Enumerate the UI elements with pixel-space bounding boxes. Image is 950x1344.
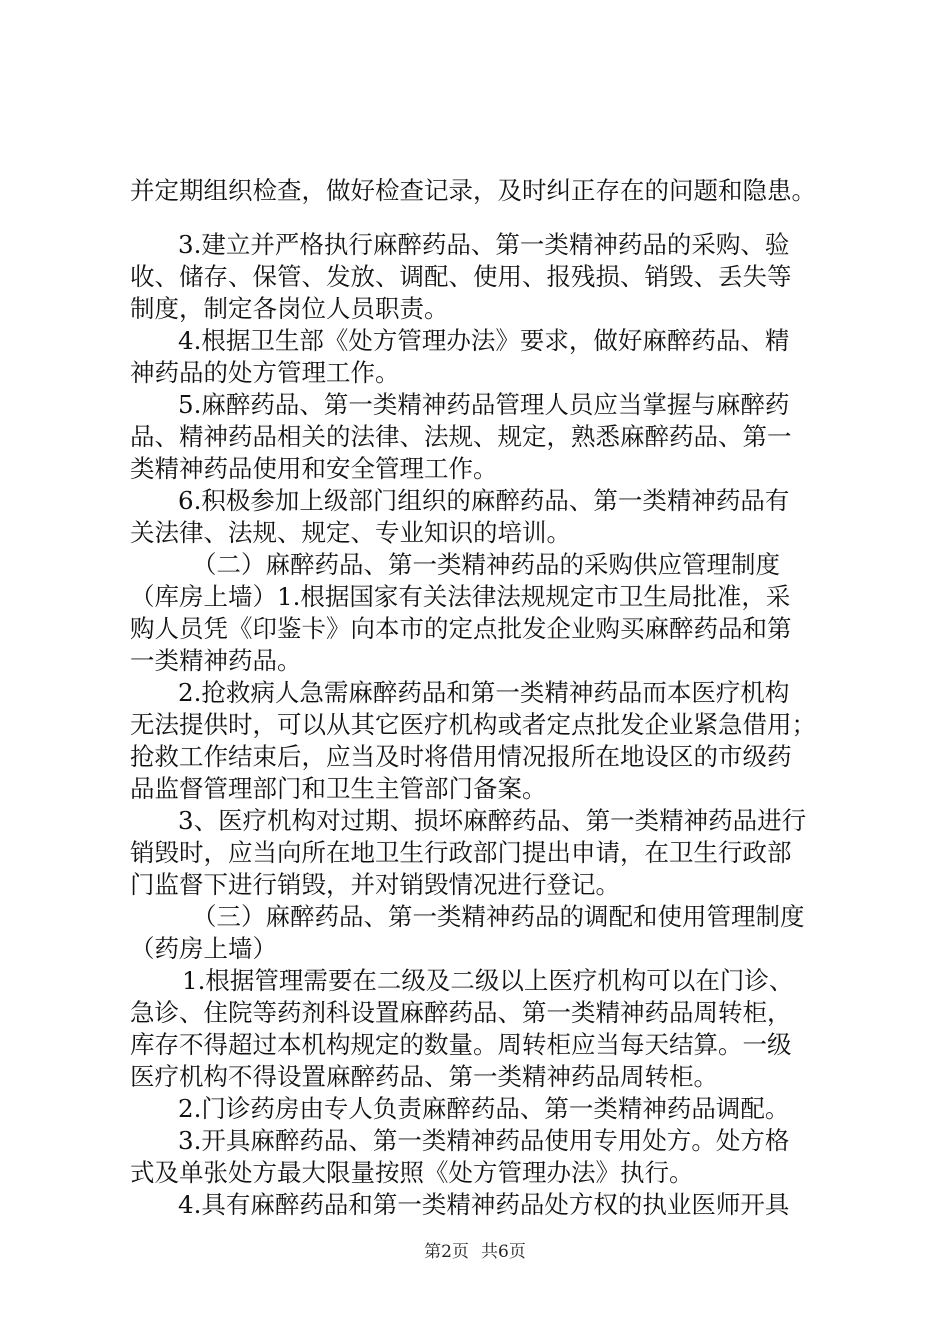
text-line: 制度，制定各岗位人员职责。: [130, 294, 449, 323]
text-line: 品监督管理部门和卫生主管部门备案。: [130, 774, 547, 803]
text-line: 4.具有麻醉药品和第一类精神药品处方权的执业医师开具: [178, 1190, 790, 1219]
text-line: 销毁时，应当向所在地卫生行政部门提出申请，在卫生行政部: [130, 838, 792, 867]
text-line: （药房上墙）: [130, 934, 277, 963]
page-footer: [0, 1240, 950, 1264]
text-line: 购人员凭《印鉴卡》向本市的定点批发企业购买麻醉药品和第: [130, 614, 792, 643]
text-line: 5.麻醉药品、第一类精神药品管理人员应当掌握与麻醉药: [178, 390, 790, 419]
text-line: 4.根据卫生部《处方管理办法》要求，做好麻醉药品、精: [178, 326, 790, 355]
section-heading: （二）麻醉药品、第一类精神药品的采购供应管理制度: [192, 550, 780, 579]
text-line: 急诊、住院等药剂科设置麻醉药品、第一类精神药品周转柜，: [130, 998, 792, 1027]
text-line: 类精神药品使用和安全管理工作。: [130, 454, 498, 483]
text-line: 3.建立并严格执行麻醉药品、第一类精神药品的采购、验: [178, 230, 790, 259]
text-line: 品、精神药品相关的法律、法规、规定，熟悉麻醉药品、第一: [130, 422, 792, 451]
text-line: 并定期组织检查，做好检查记录，及时纠正存在的问题和隐患。: [130, 176, 816, 205]
text-line: 收、储存、保管、发放、调配、使用、报残损、销毁、丢失等: [130, 262, 792, 291]
text-line: 3.开具麻醉药品、第一类精神药品使用专用处方。处方格: [178, 1126, 790, 1155]
page-number: 第2页: [424, 1242, 469, 1262]
paragraph-gap: [130, 207, 830, 229]
text-line: 2.门诊药房由专人负责麻醉药品、第一类精神药品调配。: [178, 1094, 790, 1123]
text-line: 6.积极参加上级部门组织的麻醉药品、第一类精神药品有: [178, 486, 790, 515]
section-heading: （三）麻醉药品、第一类精神药品的调配和使用管理制度: [192, 902, 805, 931]
text-line: 式及单张处方最大限量按照《处方管理办法》执行。: [130, 1158, 694, 1187]
text-line: 门监督下进行销毁，并对销毁情况进行登记。: [130, 870, 620, 899]
text-line: 医疗机构不得设置麻醉药品、第一类精神药品周转柜。: [130, 1062, 718, 1091]
text-line: 抢救工作结束后，应当及时将借用情况报所在地设区的市级药: [130, 742, 792, 771]
text-line: 2.抢救病人急需麻醉药品和第一类精神药品而本医疗机构: [178, 678, 790, 707]
text-line: 关法律、法规、规定、专业知识的培训。: [130, 518, 571, 547]
document-body: [130, 175, 830, 1221]
text-line: 3、医疗机构对过期、损坏麻醉药品、第一类精神药品进行: [178, 806, 807, 835]
text-line: 库存不得超过本机构规定的数量。周转柜应当每天结算。一级: [130, 1030, 792, 1059]
text-line: （库房上墙）1.根据国家有关法律法规规定市卫生局批准，采: [130, 582, 791, 611]
text-line: 一类精神药品。: [130, 646, 302, 675]
text-line: 无法提供时，可以从其它医疗机构或者定点批发企业紧急借用；: [130, 710, 816, 739]
page-total: 共6页: [481, 1242, 526, 1262]
text-line: 1.根据管理需要在二级及二级以上医疗机构可以在门诊、: [182, 966, 794, 995]
text-line: 神药品的处方管理工作。: [130, 358, 400, 387]
